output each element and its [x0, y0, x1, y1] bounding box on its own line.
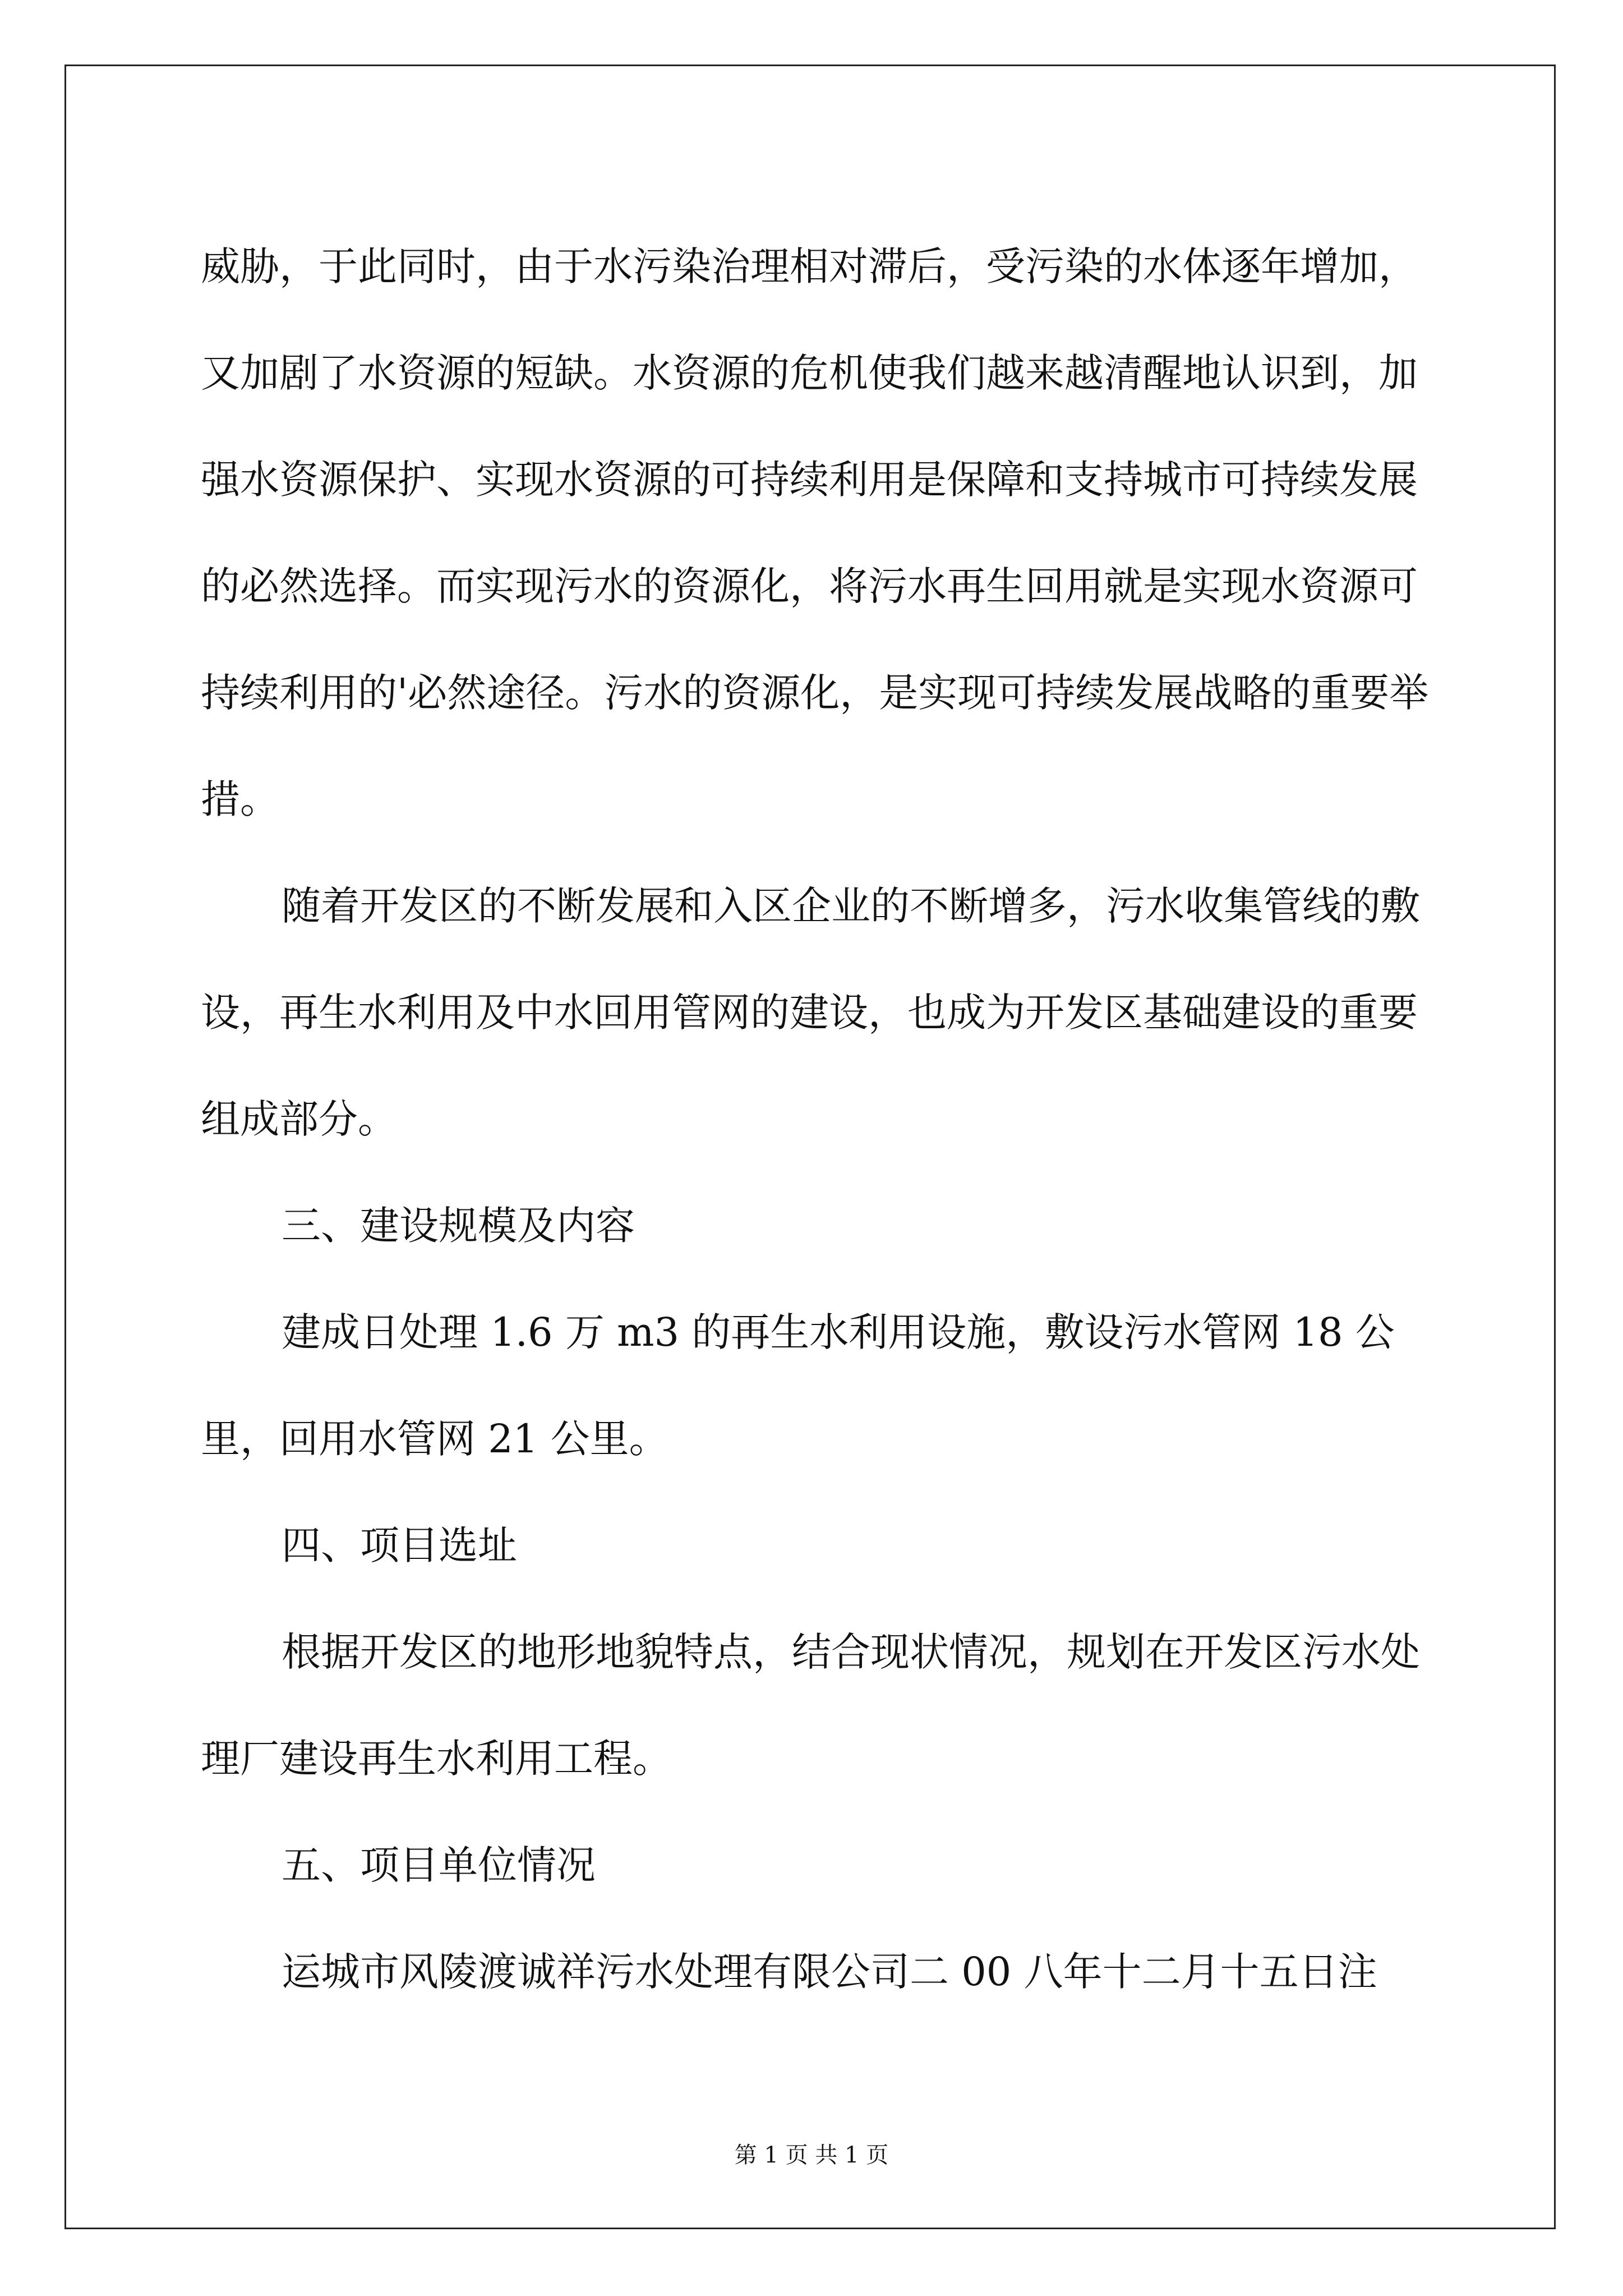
heading-project-unit: 五、项目单位情况 — [282, 1842, 596, 1888]
document-body — [201, 213, 1435, 2025]
paragraph-project-site: 根据开发区的地形地貌特点，结合现状情况，规划在开发区污水处理厂建设再生水利用工程。 — [201, 1629, 1420, 1782]
page-footer: 第 1 页 共 1 页 — [734, 2142, 889, 2168]
paragraph-water-crisis: 威胁，于此同时，由于水污染治理相对滞后，受污染的水体逐年增加，又加剧了水资源的短缺。水资源的危机使我们越来越清醒地认识到，加强水资源保护、实现水资源的可持续利用是保障和支持城市可持续发展的必然选择。而实现污水的资源化，将污水再生回用就是实现水资源可持续利用的'必然途径。污水的资源化，是实现可持续发展战略的重要举措。 — [201, 243, 1429, 822]
paragraph-project-unit: 运城市风陵渡诚祥污水处理有限公司二 00 八年十二月十五日注 — [282, 1949, 1377, 1995]
paragraph-construction-scale: 建成日处理 1.6 万 m3 的再生水利用设施，敷设污水管网 18 公里，回用水管网 21 公里。 — [201, 1309, 1395, 1462]
heading-project-site: 四、项目选址 — [282, 1522, 517, 1568]
paragraph-development-zone: 随着开发区的不断发展和入区企业的不断增多，污水收集管线的敷设，再生水利用及中水回用管网的建设，也成为开发区基础建设的重要组成部分。 — [201, 883, 1420, 1142]
heading-construction-scale: 三、建设规模及内容 — [282, 1203, 635, 1249]
